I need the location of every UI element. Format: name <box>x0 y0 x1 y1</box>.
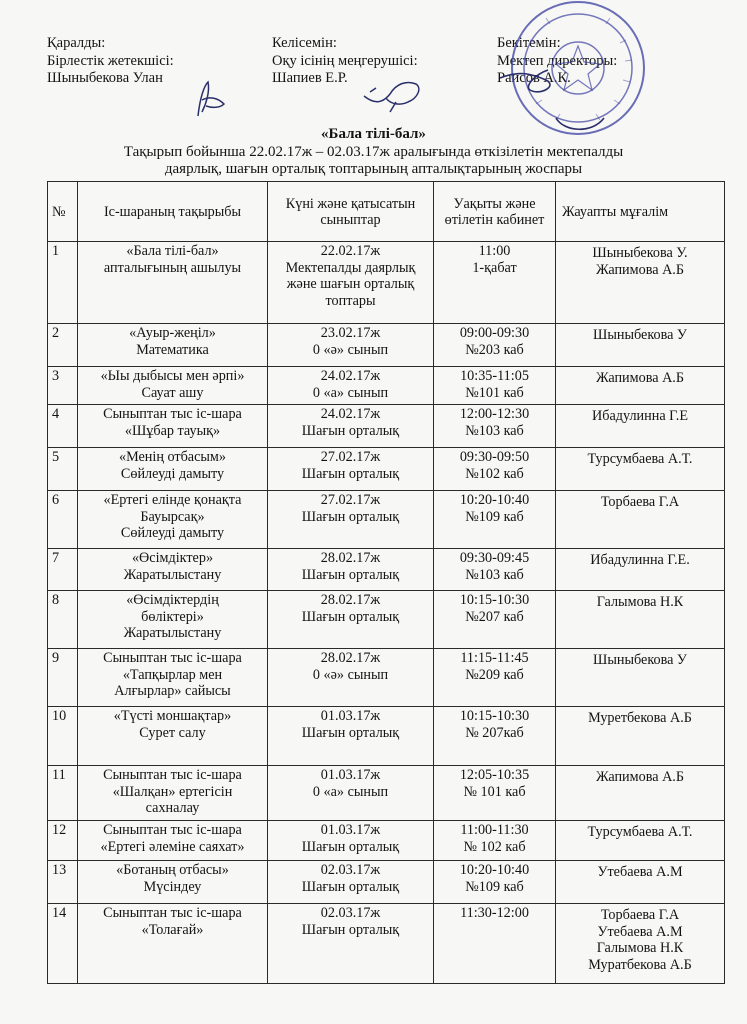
event-time-room-line: 09:30-09:45 <box>459 550 530 566</box>
event-time-room-line: 09:00-09:30 <box>459 325 530 341</box>
event-date-classes-line: 27.02.17ж <box>320 449 381 465</box>
event-topic-line: «Бала тілі-бал» <box>126 243 219 259</box>
event-date-classes-line: 0 «ә» сынып <box>312 666 389 683</box>
event-topic-line: Мүсіндеу <box>143 878 202 895</box>
event-topic-line: «Толағай» <box>141 921 204 938</box>
event-time-room-line: 11:30-12:00 <box>460 905 529 921</box>
event-topic-line: апталығының ашылуы <box>103 259 242 276</box>
event-time-room-line: 11:15-11:45 <box>460 650 529 666</box>
event-date-classes <box>268 367 434 405</box>
responsible-teacher-line: Шыныбекова У <box>593 652 687 668</box>
event-date-classes-line: 02.03.17ж <box>320 905 381 921</box>
responsible-teacher-line: Муратбекова А.Б <box>588 956 692 973</box>
column-header-topic: Іс-шараның тақырыбы <box>78 182 268 242</box>
table-row <box>48 861 725 904</box>
event-topic-line: Сыныптан тыс іс-шара <box>103 767 242 783</box>
event-date-classes <box>268 821 434 861</box>
row-number: 1 <box>48 242 78 324</box>
responsible-teacher <box>556 861 725 904</box>
responsible-teacher-line: Шыныбекова У <box>593 327 687 343</box>
responsible-teacher <box>556 766 725 821</box>
event-time-room-line: №207 каб <box>465 608 524 625</box>
responsible-teacher-line: Торбаева Г.А <box>600 907 680 923</box>
approved-label: Бекітемін: <box>497 35 561 51</box>
row-number: 13 <box>48 861 78 904</box>
event-topic-line: «Ертегі елінде қонақта <box>103 492 242 508</box>
event-time-room-line: 10:15-10:30 <box>459 708 530 724</box>
event-time-room-line: 10:35-11:05 <box>460 368 529 384</box>
event-time-room <box>434 591 556 649</box>
responsible-teacher <box>556 549 725 591</box>
table-row <box>48 405 725 448</box>
row-number: 3 <box>48 367 78 405</box>
event-time-room-line: №103 каб <box>465 422 524 439</box>
table-row <box>48 242 725 324</box>
event-time-room-line: 12:00-12:30 <box>459 406 530 422</box>
responsible-teacher-line: Шыныбекова У. <box>592 245 688 261</box>
event-topic-line: «Ботаның отбасы» <box>116 862 229 878</box>
event-topic <box>78 591 268 649</box>
responsible-teacher-line: Жапимова А.Б <box>595 370 685 386</box>
event-date-classes-line: Шағын орталық <box>301 465 400 482</box>
event-date-classes <box>268 324 434 367</box>
responsible-teacher <box>556 405 725 448</box>
event-date-classes <box>268 591 434 649</box>
event-time-room-line: №101 каб <box>465 384 524 401</box>
agreed-label: Келісемін: <box>272 35 337 51</box>
responsible-teacher <box>556 324 725 367</box>
event-date-classes-line: Шағын орталық <box>301 508 400 525</box>
table-row <box>48 367 725 405</box>
event-time-room-line: №109 каб <box>465 508 524 525</box>
responsible-teacher-line: Утебаева А.М <box>597 864 683 880</box>
row-number: 4 <box>48 405 78 448</box>
table-row <box>48 448 725 491</box>
event-topic <box>78 707 268 766</box>
event-topic-line: Сыныптан тыс іс-шара <box>103 406 242 422</box>
event-topic-line: Бауырсақ» <box>140 508 205 525</box>
column-header-time-room: Уақыты және өтілетін кабинет <box>434 182 556 242</box>
event-topic-line: «Ауыр-жеңіл» <box>129 325 216 341</box>
event-topic-line: «Түсті моншақтар» <box>113 708 232 724</box>
row-number: 14 <box>48 904 78 984</box>
event-topic-line: Сыныптан тыс іс-шара <box>103 822 242 838</box>
event-date-classes-line: 01.03.17ж <box>320 708 381 724</box>
event-topic <box>78 766 268 821</box>
responsible-teacher-line: Ибадулинна Г.Е. <box>590 552 690 568</box>
responsible-teacher-line: Утебаева А.М <box>597 923 683 940</box>
event-date-classes <box>268 904 434 984</box>
event-time-room <box>434 448 556 491</box>
event-date-classes-line: 01.03.17ж <box>320 822 381 838</box>
responsible-teacher <box>556 649 725 707</box>
event-topic-line: Сурет салу <box>139 724 206 741</box>
event-date-classes-line: Мектепалды даярлық <box>285 259 416 276</box>
event-time-room-line: 10:15-10:30 <box>459 592 530 608</box>
event-date-classes-line: Шағын орталық <box>301 422 400 439</box>
event-time-room <box>434 904 556 984</box>
event-date-classes <box>268 448 434 491</box>
event-date-classes <box>268 861 434 904</box>
event-topic-line: Сыныптан тыс іс-шара <box>103 905 242 921</box>
event-topic <box>78 491 268 549</box>
event-date-classes <box>268 549 434 591</box>
row-number: 2 <box>48 324 78 367</box>
table-row <box>48 821 725 861</box>
reviewed-label: Қаралды: <box>47 35 106 51</box>
table-row <box>48 904 725 984</box>
event-date-classes-line: Шағын орталық <box>301 921 400 938</box>
event-time-room <box>434 367 556 405</box>
event-topic <box>78 405 268 448</box>
column-header-number: № <box>48 182 78 242</box>
table-row <box>48 591 725 649</box>
event-date-classes-line: 28.02.17ж <box>320 650 381 666</box>
event-time-room-line: 1-қабат <box>472 259 517 276</box>
agreer-position: Оқу ісінің меңгерушісі: <box>272 52 418 69</box>
agreer-name: Шапиев Е.Р. <box>272 70 348 86</box>
approval-reviewed-block <box>47 35 174 88</box>
event-date-classes-line: 0 «ә» сынып <box>312 341 389 358</box>
event-date-classes-line: 0 «а» сынып <box>312 384 389 401</box>
event-time-room-line: 12:05-10:35 <box>459 767 530 783</box>
table-row <box>48 324 725 367</box>
event-date-classes-line: 28.02.17ж <box>320 550 381 566</box>
row-number: 8 <box>48 591 78 649</box>
event-date-classes <box>268 766 434 821</box>
row-number: 6 <box>48 491 78 549</box>
event-date-classes-line: 28.02.17ж <box>320 592 381 608</box>
event-topic-line: Сөйлеуді дамыту <box>120 465 225 482</box>
event-topic-line: Алғырлар» сайысы <box>114 683 231 699</box>
event-topic-line: Сөйлеуді дамыту <box>120 525 225 541</box>
event-time-room <box>434 861 556 904</box>
event-date-classes-line: 01.03.17ж <box>320 767 381 783</box>
event-date-classes <box>268 242 434 324</box>
event-topic-line: «Шалқан» ертегісін <box>112 783 233 800</box>
responsible-teacher <box>556 904 725 984</box>
event-date-classes-line: 0 «а» сынып <box>312 783 389 800</box>
event-time-room <box>434 491 556 549</box>
responsible-teacher-line: Турсумбаева А.Т. <box>587 824 693 840</box>
event-topic-line: Жаратылыстану <box>123 566 222 583</box>
responsible-teacher <box>556 448 725 491</box>
schedule-table <box>47 181 725 984</box>
document-subtitle-line1: Тақырып бойынша 22.02.17ж – 02.03.17ж аралығында өткізілетін мектепалды <box>123 144 624 160</box>
event-time-room <box>434 324 556 367</box>
event-time-room-line: №203 каб <box>465 341 524 358</box>
event-time-room <box>434 707 556 766</box>
event-date-classes-line: Шағын орталық <box>301 566 400 583</box>
event-time-room <box>434 405 556 448</box>
event-topic-line: Сауат ашу <box>141 384 204 401</box>
signature-reviewer <box>190 78 230 120</box>
event-topic <box>78 242 268 324</box>
event-topic-line: сахналау <box>145 800 200 816</box>
event-topic <box>78 448 268 491</box>
event-topic <box>78 324 268 367</box>
table-row <box>48 549 725 591</box>
event-date-classes-line: 22.02.17ж <box>320 243 381 259</box>
event-date-classes-line: 23.02.17ж <box>320 325 381 341</box>
event-topic-line: «Тапқырлар мен <box>122 666 223 683</box>
approver-name: Раисов А.К. <box>497 70 571 86</box>
reviewer-position: Бірлестік жетекшісі: <box>47 52 174 69</box>
event-date-classes-line: Шағын орталық <box>301 878 400 895</box>
event-time-room-line: 11:00 <box>478 243 511 259</box>
event-time-room-line: № 101 каб <box>463 783 526 800</box>
responsible-teacher-line: Галымова Н.К <box>596 940 684 956</box>
responsible-teacher <box>556 821 725 861</box>
responsible-teacher-line: Ибадулинна Г.Е <box>592 408 688 424</box>
responsible-teacher <box>556 491 725 549</box>
event-topic-line: «Ертегі әлеміне саяхат» <box>100 838 245 855</box>
signature-agreer <box>360 74 430 114</box>
row-number: 9 <box>48 649 78 707</box>
event-topic <box>78 367 268 405</box>
responsible-teacher <box>556 367 725 405</box>
event-time-room-line: № 207каб <box>465 724 524 741</box>
event-date-classes-line: 24.02.17ж <box>320 368 381 384</box>
table-row <box>48 707 725 766</box>
row-number: 5 <box>48 448 78 491</box>
row-number: 12 <box>48 821 78 861</box>
event-topic-line: «Ыы дыбысы мен әрпі» <box>100 368 245 384</box>
responsible-teacher-line: Муретбекова А.Б <box>588 710 692 726</box>
event-date-classes <box>268 491 434 549</box>
event-date-classes-line: Шағын орталық <box>301 608 400 625</box>
event-time-room <box>434 766 556 821</box>
event-topic <box>78 821 268 861</box>
event-time-room <box>434 821 556 861</box>
event-time-room-line: №209 каб <box>465 666 524 683</box>
event-time-room-line: 10:20-10:40 <box>459 862 530 878</box>
responsible-teacher-line: Галымова Н.К <box>596 594 684 610</box>
event-date-classes-line: Шағын орталық <box>301 724 400 741</box>
event-topic-line: «Өсімдіктердің <box>126 592 219 608</box>
event-topic-line: Жаратылыстану <box>123 625 222 641</box>
event-topic <box>78 549 268 591</box>
event-time-room-line: №103 каб <box>465 566 524 583</box>
event-time-room-line: 10:20-10:40 <box>459 492 530 508</box>
event-topic-line: «Шұбар тауық» <box>124 422 221 439</box>
event-time-room <box>434 242 556 324</box>
event-date-classes <box>268 707 434 766</box>
responsible-teacher-line: Жапимова А.Б <box>595 769 685 785</box>
row-number: 11 <box>48 766 78 821</box>
responsible-teacher <box>556 242 725 324</box>
row-number: 7 <box>48 549 78 591</box>
row-number: 10 <box>48 707 78 766</box>
table-body <box>48 242 725 984</box>
event-time-room <box>434 549 556 591</box>
event-time-room-line: 09:30-09:50 <box>459 449 530 465</box>
event-topic <box>78 649 268 707</box>
event-time-room-line: № 102 каб <box>463 838 526 855</box>
event-time-room <box>434 649 556 707</box>
event-topic-line: «Менің отбасым» <box>118 449 226 465</box>
event-date-classes-line: және шағын орталық <box>286 276 415 292</box>
event-topic-line: Сыныптан тыс іс-шара <box>103 650 242 666</box>
column-header-date-classes: Күні және қатысатын сыныптар <box>268 182 434 242</box>
event-date-classes-line: топтары <box>325 292 376 309</box>
event-date-classes-line: 27.02.17ж <box>320 492 381 508</box>
responsible-teacher-line: Торбаева Г.А <box>600 494 680 510</box>
document-subtitle-line2: даярлық, шағын орталық топтарының апталықтарының жоспары <box>164 161 583 177</box>
approver-position: Мектеп директоры: <box>497 52 618 69</box>
event-time-room-line: 11:00-11:30 <box>460 822 529 838</box>
event-topic-line: бөліктері» <box>141 608 204 625</box>
table-row <box>48 766 725 821</box>
event-date-classes-line: 24.02.17ж <box>320 406 381 422</box>
column-header-responsible: Жауапты мұғалім <box>556 182 725 242</box>
responsible-teacher <box>556 707 725 766</box>
table-row <box>48 491 725 549</box>
event-time-room-line: №102 каб <box>465 465 524 482</box>
responsible-teacher-line: Турсумбаева А.Т. <box>587 451 693 467</box>
reviewer-name: Шыныбекова Улан <box>47 70 163 86</box>
event-date-classes <box>268 405 434 448</box>
event-date-classes-line: Шағын орталық <box>301 838 400 855</box>
event-topic <box>78 861 268 904</box>
event-topic <box>78 904 268 984</box>
document-title: «Бала тілі-бал» <box>321 126 426 142</box>
event-topic-line: Математика <box>136 341 209 358</box>
table-header-row <box>48 182 725 242</box>
table-row <box>48 649 725 707</box>
responsible-teacher-line: Жапимова А.Б <box>595 261 685 278</box>
event-date-classes-line: 02.03.17ж <box>320 862 381 878</box>
responsible-teacher <box>556 591 725 649</box>
event-time-room-line: №109 каб <box>465 878 524 895</box>
event-date-classes <box>268 649 434 707</box>
event-topic-line: «Өсімдіктер» <box>131 550 214 566</box>
